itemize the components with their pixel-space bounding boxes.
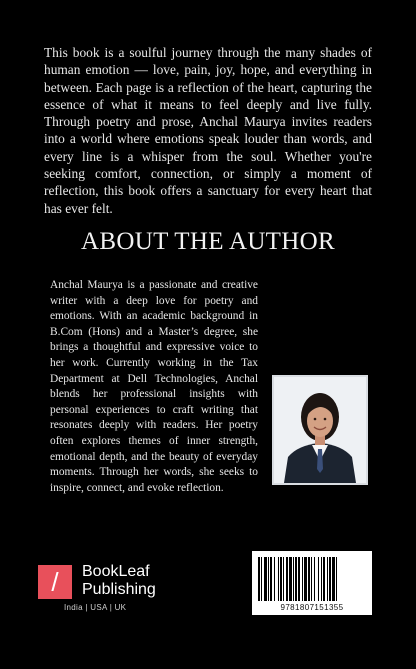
isbn-barcode (252, 551, 372, 615)
book-blurb: This book is a soulful journey through the many shades of human emotion — love, pain, joy, hope, and everything in between. Each page is a reflection of the heart, capturing the essence of what it means to feel deeply and live fully. Through poetry and prose, Anchal Maurya invites readers into a world where emotions speak louder than words, and every line is a whisper from the soul. Whether you're seeking comfort, connection, or simply a moment of reflection, this book offers a sanctuary for every heart that has ever felt. (44, 45, 372, 216)
author-photo (272, 375, 368, 485)
author-bio: Anchal Maurya is a passionate and creative writer with a deep love for poetry and emotions. With an academic background in B.Com (Hons) and a Master’s degree, she brings a thoughtful and expressive voice to her work. Currently working in the Tax Department at Dell Technologies, Anchal blends her professional insights with personal experiences to craft writing that resonates deeply with readers. Her poetry often explores themes of inner strength, emotional depth, and the beauty of everyday moments. Through her words, she seeks to inspire, connect, and evoke reflection. (50, 279, 258, 494)
publisher-regions: India | USA | UK (64, 603, 127, 612)
publisher-logo-mark: / (38, 565, 72, 599)
barcode-bars (258, 557, 366, 601)
publisher-logo (38, 563, 208, 605)
about-author-heading: ABOUT THE AUTHOR (81, 228, 335, 255)
publisher-name: BookLeaf (82, 563, 150, 580)
publisher-name-sub: Publishing (82, 581, 156, 598)
isbn-number: 9781807151355 (280, 603, 344, 612)
author-portrait-image (274, 377, 366, 483)
